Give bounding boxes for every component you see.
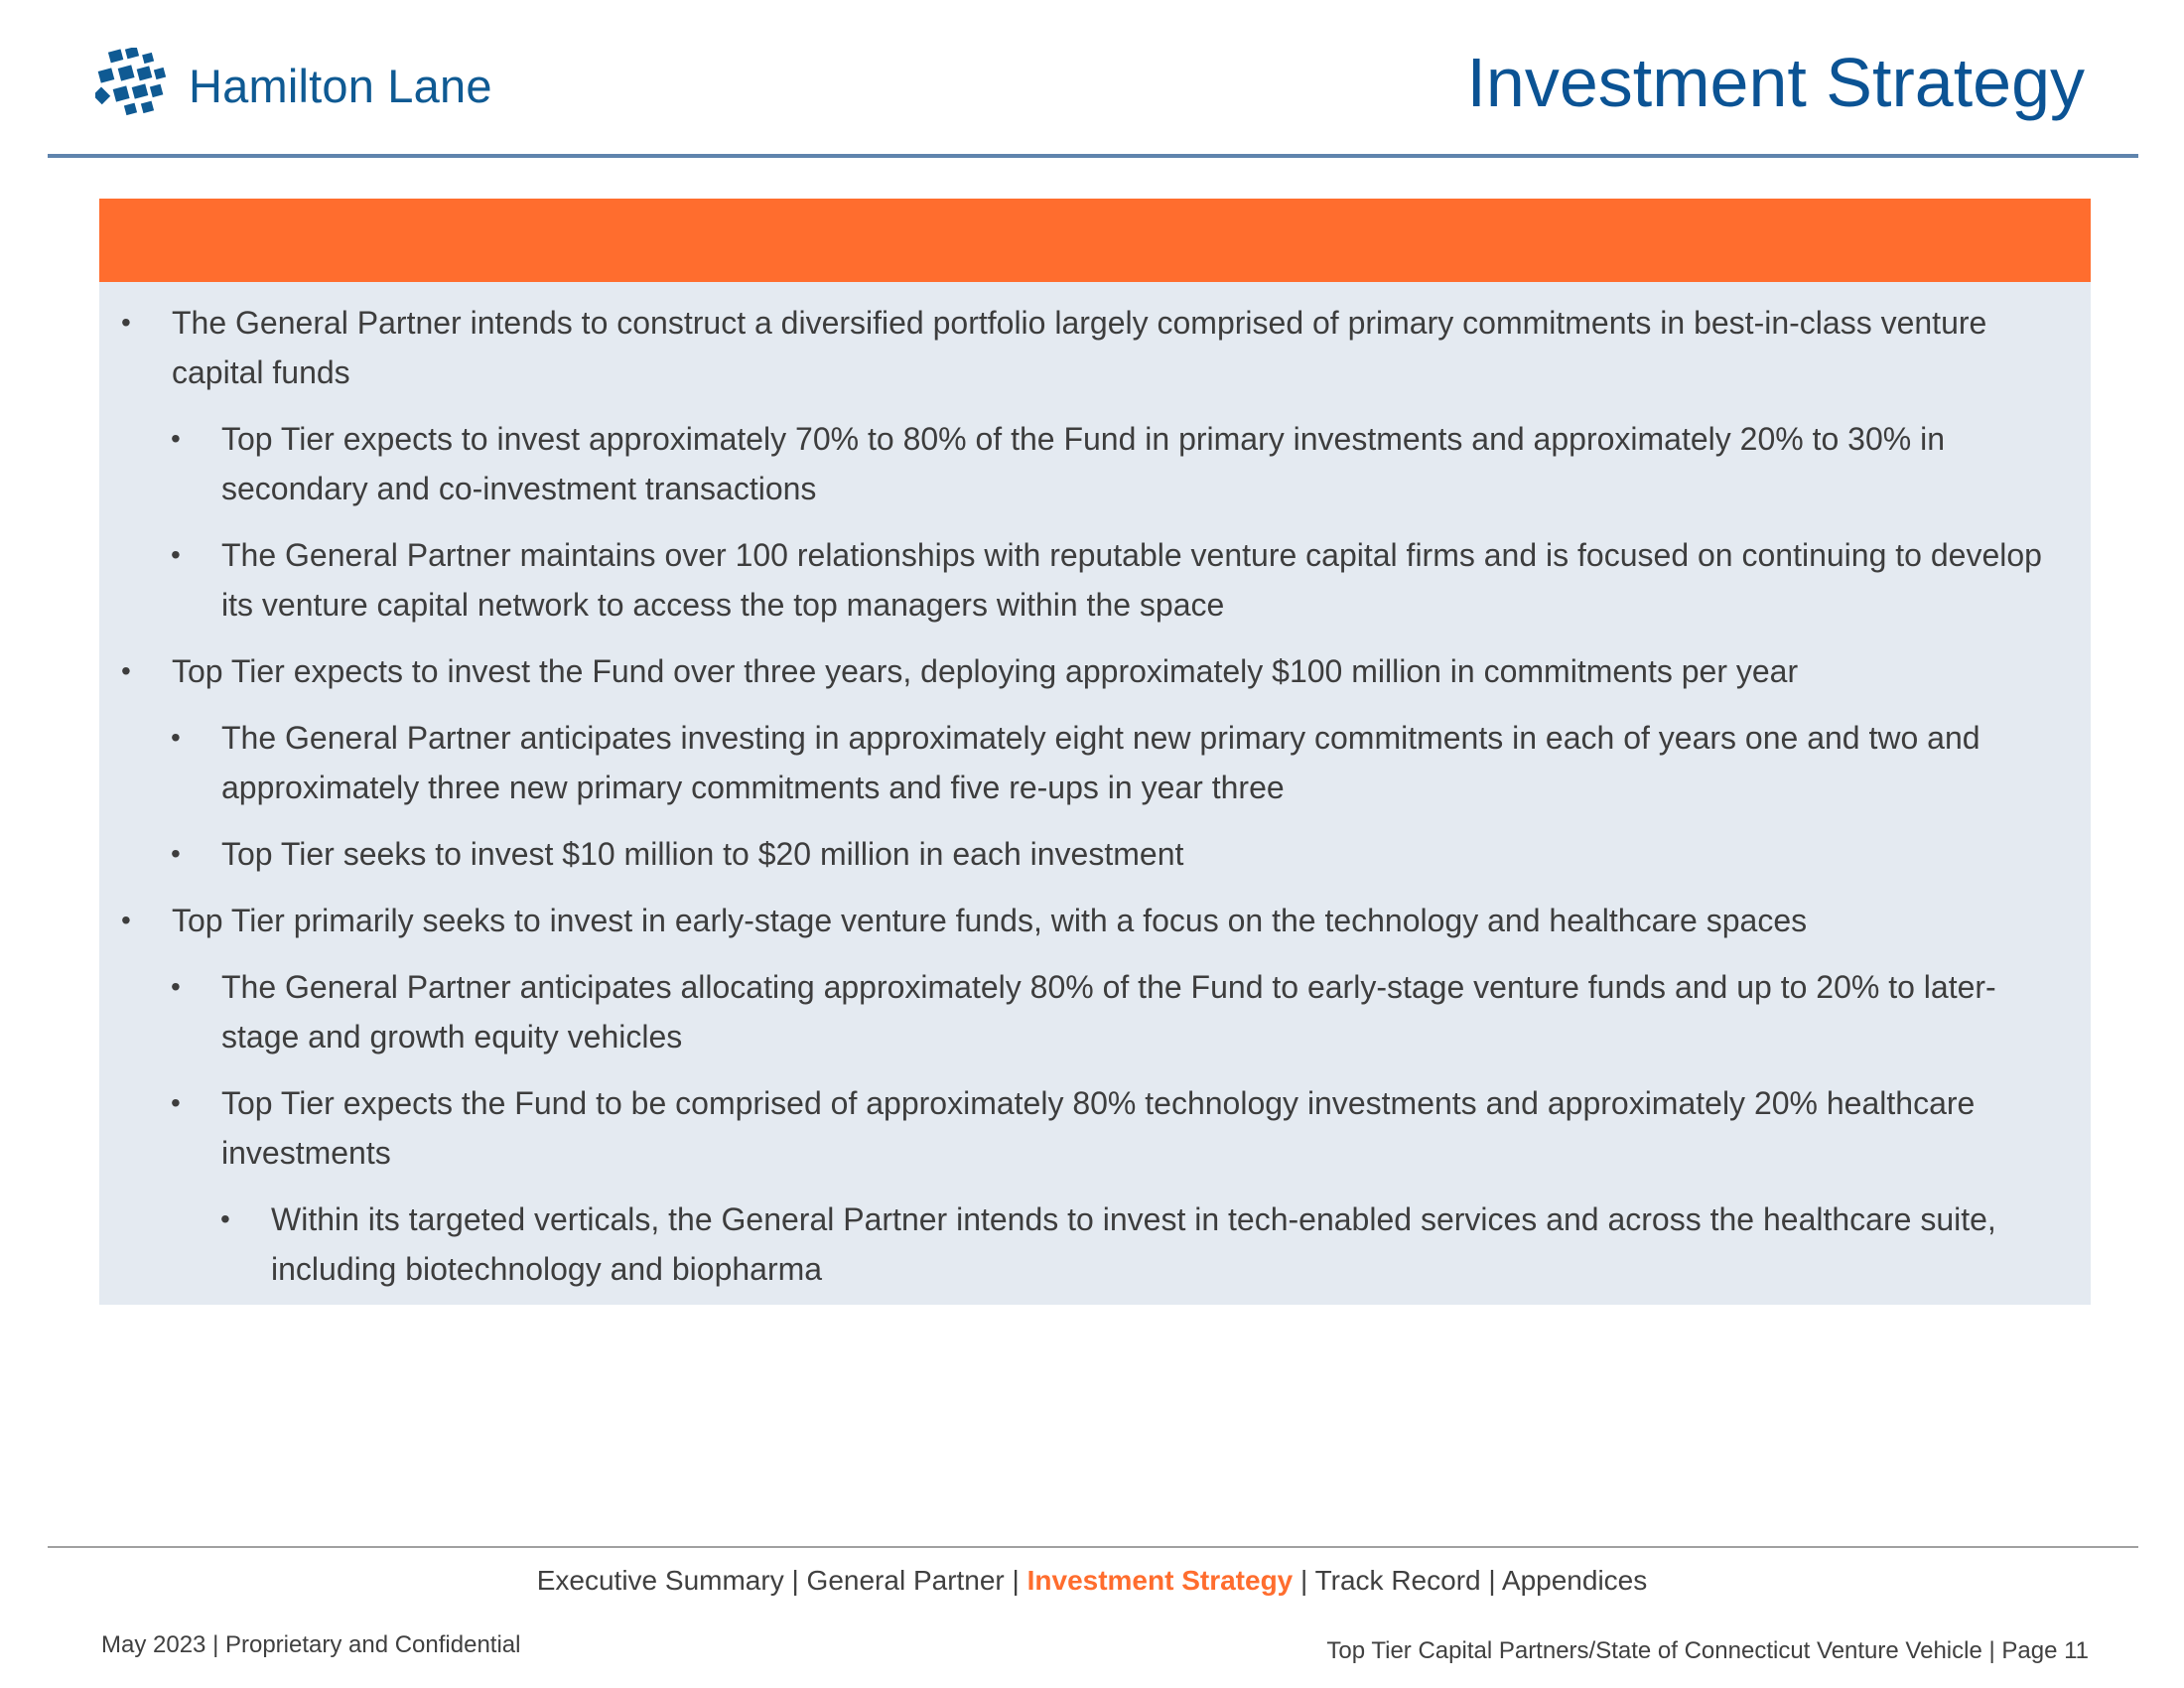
page-title: Investment Strategy (1466, 44, 2085, 121)
footer-date-confidential: May 2023 | Proprietary and Confidential (101, 1631, 521, 1658)
footer-divider (48, 1546, 2138, 1548)
nav-general-partner[interactable]: General Partner (806, 1565, 1005, 1596)
bullet-item: • Top Tier primarily seeks to invest in early-stage venture funds, with a focus on the technology and healthcare spaces (99, 896, 2091, 945)
sub-bullet-item: • Top Tier seeks to invest $10 million to $20 million in each investment (99, 829, 2091, 879)
nav-investment-strategy[interactable]: Investment Strategy (1026, 1565, 1294, 1596)
sub-bullet-item: • Top Tier expects the Fund to be comprised of approximately 80% technology investments and approximately 20% healthcare investments (99, 1078, 2091, 1178)
bullet-item: • The General Partner intends to construct a diversified portfolio largely comprised of primary commitments in best-in-class venture capital funds (99, 298, 2091, 397)
section-navigation (0, 1562, 2184, 1600)
hamilton-lane-logo-icon (95, 48, 169, 123)
sub-sub-bullet-item: • Within its targeted verticals, the General Partner intends to invest in tech-enabled services and across the healthcare suite, including biotechnology and biopharma (99, 1195, 2091, 1294)
header-divider (48, 154, 2138, 158)
nav-separator: | (1488, 1565, 1496, 1596)
strategy-content-panel (99, 282, 2091, 1305)
footer-page-info: Top Tier Capital Partners/State of Connecticut Venture Vehicle | Page 11 (1326, 1637, 2089, 1664)
sub-bullet-item: • The General Partner maintains over 100 relationships with reputable venture capital firms and is focused on continuing to develop its venture capital network to access the top managers within the space (99, 530, 2091, 630)
nav-separator: | (1300, 1565, 1308, 1596)
section-header-bar (99, 199, 2091, 282)
logo-text: Hamilton Lane (189, 59, 492, 112)
nav-track-record[interactable]: Track Record (1314, 1565, 1481, 1596)
sub-bullet-item: • The General Partner anticipates investing in approximately eight new primary commitments in each of years one and two and approximately three new primary commitments and five re-ups in year three (99, 713, 2091, 812)
nav-separator: | (791, 1565, 799, 1596)
nav-executive-summary[interactable]: Executive Summary (536, 1565, 784, 1596)
bullet-item: • Top Tier expects to invest the Fund over three years, deploying approximately $100 million in commitments per year (99, 646, 2091, 696)
hamilton-lane-logo (95, 48, 492, 123)
nav-separator: | (1012, 1565, 1020, 1596)
sub-bullet-item: • The General Partner anticipates allocating approximately 80% of the Fund to early-stage venture funds and up to 20% to later-stage and growth equity vehicles (99, 962, 2091, 1061)
nav-appendices[interactable]: Appendices (1501, 1565, 1648, 1596)
sub-bullet-item: • Top Tier expects to invest approximately 70% to 80% of the Fund in primary investments and approximately 20% to 30% in secondary and co-investment transactions (99, 414, 2091, 513)
